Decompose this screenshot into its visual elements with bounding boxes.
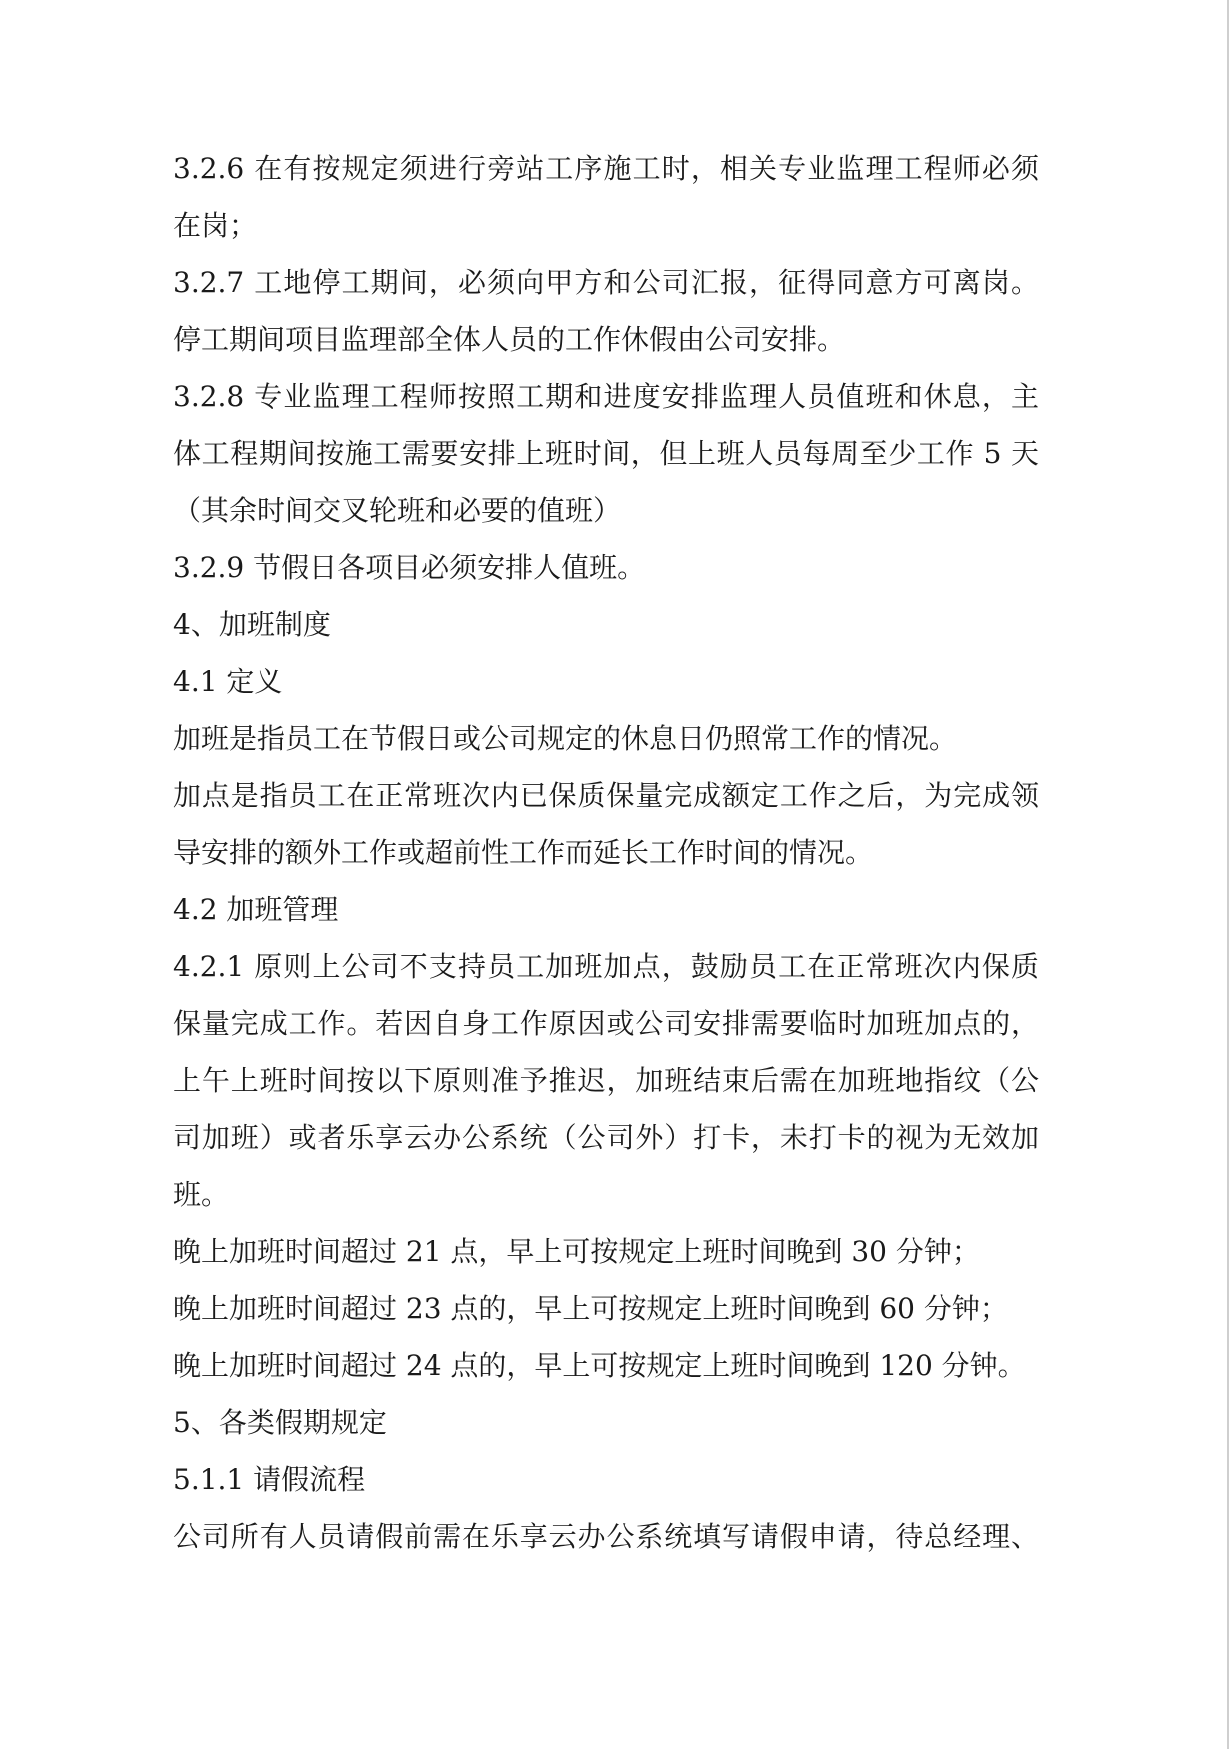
text-line: 3.2.7 工地停工期间，必须向甲方和公司汇报，征得同意方可离岗。 — [173, 266, 1039, 299]
text-line: 3.2.9 节假日各项目必须安排人值班。 — [173, 551, 646, 584]
text-line: 晚上加班时间超过 24 点的，早上可按规定上班时间晚到 120 分钟。 — [173, 1349, 1026, 1382]
text-line: 3.2.8 专业监理工程师按照工期和进度安排监理人员值班和休息，主 — [173, 380, 1039, 413]
section-heading: 4、加班制度 — [173, 608, 331, 641]
subsection-heading: 4.1 定义 — [173, 665, 283, 698]
text-line: 停工期间项目监理部全体人员的工作休假由公司安排。 — [173, 323, 846, 356]
text-line: 在岗； — [173, 209, 258, 242]
text-line: 4.2.1 原则上公司不支持员工加班加点，鼓励员工在正常班次内保质 — [173, 950, 1039, 983]
text-line: 3.2.6 在有按规定须进行旁站工序施工时，相关专业监理工程师必须 — [173, 152, 1039, 185]
document-body — [173, 140, 1053, 1565]
text-line: 司加班）或者乐享云办公系统（公司外）打卡，未打卡的视为无效加 — [173, 1121, 1039, 1154]
text-line: 公司所有人员请假前需在乐享云办公系统填写请假申请，待总经理、 — [173, 1520, 1039, 1553]
text-line: 加班是指员工在节假日或公司规定的休息日仍照常工作的情况。 — [173, 722, 958, 755]
text-line: 体工程期间按施工需要安排上班时间，但上班人员每周至少工作 5 天 — [173, 437, 1039, 470]
section-heading: 5、各类假期规定 — [173, 1406, 387, 1439]
text-line: 晚上加班时间超过 23 点的，早上可按规定上班时间晚到 60 分钟； — [173, 1292, 1008, 1325]
text-line: 晚上加班时间超过 21 点，早上可按规定上班时间晚到 30 分钟； — [173, 1235, 980, 1268]
subsection-heading: 4.2 加班管理 — [173, 893, 339, 926]
text-line: 保量完成工作。若因自身工作原因或公司安排需要临时加班加点的， — [173, 1007, 1039, 1040]
text-line: 导安排的额外工作或超前性工作而延长工作时间的情况。 — [173, 836, 874, 869]
text-line: 加点是指员工在正常班次内已保质保量完成额定工作之后，为完成领 — [173, 779, 1039, 812]
text-line: （其余时间交叉轮班和必要的值班） — [173, 494, 622, 527]
text-line: 班。 — [173, 1178, 230, 1211]
subsection-heading: 5.1.1 请假流程 — [173, 1463, 366, 1496]
text-line: 上午上班时间按以下原则准予推迟，加班结束后需在加班地指纹（公 — [173, 1064, 1039, 1097]
